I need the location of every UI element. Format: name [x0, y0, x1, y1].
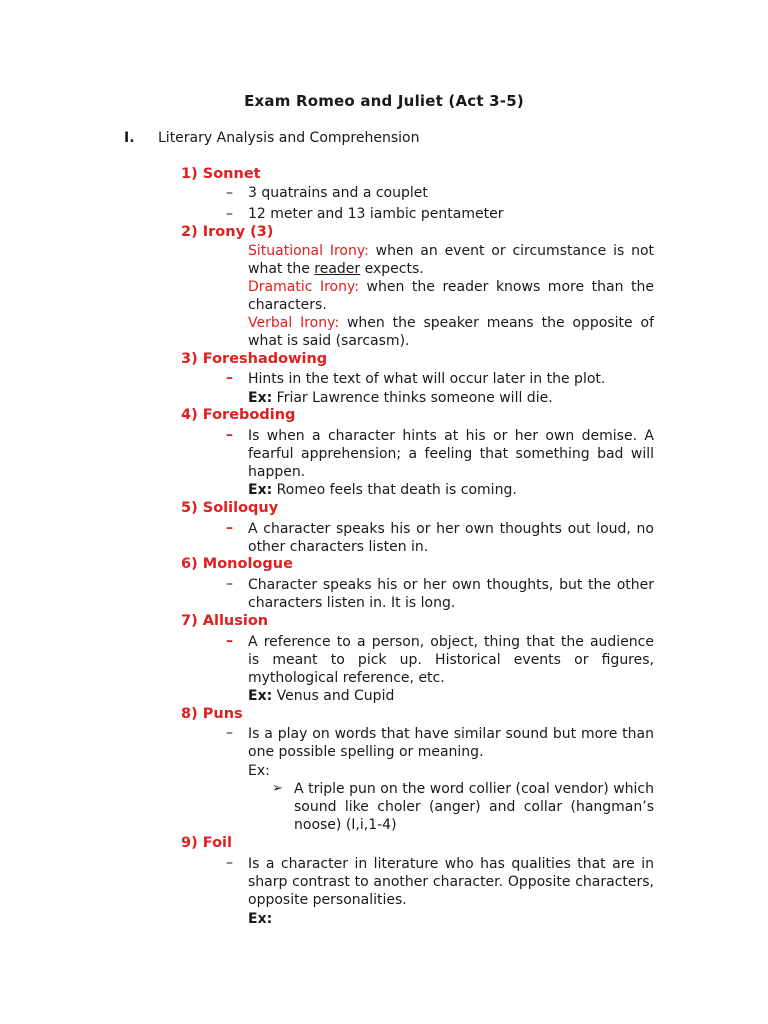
- term-monologue-heading: 6) Monologue: [181, 556, 293, 572]
- foreboding-example: [248, 481, 517, 499]
- term-irony-heading: 2) Irony (3): [181, 224, 274, 240]
- example-label: Ex:: [248, 390, 273, 406]
- section-number: I.: [124, 130, 135, 146]
- dramatic-irony-label: Dramatic Irony:: [248, 279, 359, 295]
- example-text: Venus and Cupid: [272, 688, 395, 704]
- monologue-text: Character speaks his or her own thoughts, but the other characters listen in. It is long.: [248, 577, 654, 611]
- puns-text: Is a play on words that have similar sound but more than one possible spelling or meaning.: [248, 726, 654, 760]
- situational-irony-text-b: expects.: [360, 261, 424, 277]
- term-sonnet-heading: 1) Sonnet: [181, 166, 261, 182]
- dramatic-irony-text: when the reader knows more than the characters.: [248, 279, 654, 313]
- foil-example-label: Ex:: [248, 911, 273, 927]
- dash-bullet: –: [226, 185, 233, 201]
- term-foreshadowing-heading: 3) Foreshadowing: [181, 351, 328, 367]
- verbal-irony-text: when the speaker means the opposite of what is said (sarcasm).: [248, 315, 654, 349]
- section-title: Literary Analysis and Comprehension: [158, 130, 420, 146]
- dash-bullet: –: [226, 370, 233, 386]
- dash-bullet: –: [226, 576, 233, 592]
- arrow-bullet-icon: ➢: [272, 781, 283, 796]
- term-foreboding-heading: 4) Foreboding: [181, 407, 296, 423]
- term-puns-heading: 8) Puns: [181, 706, 243, 722]
- allusion-text: A reference to a person, object, thing that the audience is meant to pick up. Historical events or figures, mythological reference, etc.: [248, 634, 654, 686]
- puns-example-label: Ex:: [248, 763, 270, 779]
- sonnet-item: 12 meter and 13 iambic pentameter: [248, 206, 504, 222]
- foreshadowing-text: Hints in the text of what will occur later in the plot.: [248, 371, 606, 387]
- dash-bullet: –: [226, 520, 233, 536]
- sonnet-item: 3 quatrains and a couplet: [248, 185, 428, 201]
- dash-bullet: –: [226, 427, 233, 443]
- dash-bullet: –: [226, 855, 233, 871]
- foreshadowing-example: [248, 389, 553, 407]
- dramatic-irony-definition: [248, 278, 654, 314]
- dash-bullet: –: [226, 725, 233, 741]
- reader-underlined: reader: [314, 261, 361, 277]
- example-label: Ex:: [248, 688, 273, 704]
- situational-irony-text-a: when an event or circumstance is not what the: [248, 243, 655, 277]
- puns-example-text: A triple pun on the word collier (coal vendor) which sound like choler (anger) and collar (hangman’s noose) (I,i,1-4): [294, 781, 654, 833]
- foil-text: Is a character in literature who has qualities that are in sharp contrast to another character. Opposite characters, opposite personalities.: [248, 856, 654, 908]
- dash-bullet: –: [226, 633, 233, 649]
- term-foil-heading: 9) Foil: [181, 835, 232, 851]
- term-soliloquy-heading: 5) Soliloquy: [181, 500, 279, 516]
- example-label: Ex:: [248, 482, 273, 498]
- verbal-irony-label: Verbal Irony:: [248, 315, 340, 331]
- dash-bullet: –: [226, 206, 233, 222]
- example-text: Romeo feels that death is coming.: [272, 482, 517, 498]
- verbal-irony-definition: [248, 314, 654, 350]
- example-text: Friar Lawrence thinks someone will die.: [272, 390, 553, 406]
- soliloquy-text: A character speaks his or her own thoughts out loud, no other characters listen in.: [248, 521, 654, 555]
- term-allusion-heading: 7) Allusion: [181, 613, 269, 629]
- foreboding-text: Is when a character hints at his or her own demise. A fearful apprehension; a feeling that something bad will happen.: [248, 428, 654, 480]
- situational-irony-label: Situational Irony:: [248, 243, 369, 259]
- allusion-example: [248, 687, 394, 705]
- page-title: Exam Romeo and Juliet (Act 3-5): [244, 92, 524, 110]
- situational-irony-definition: [248, 242, 654, 278]
